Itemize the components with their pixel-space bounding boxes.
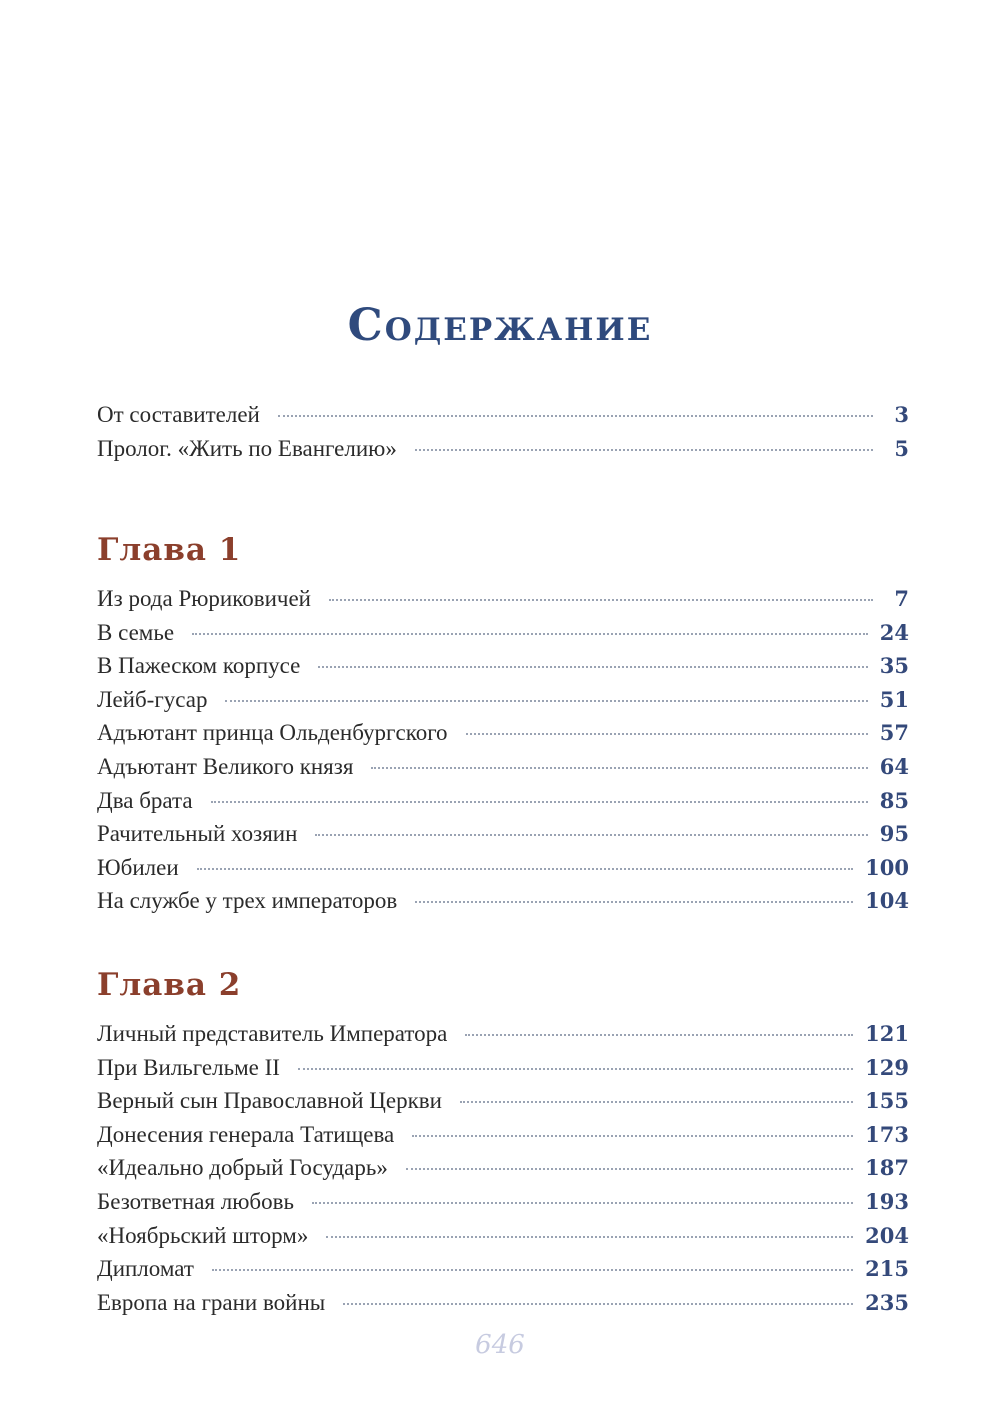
toc-entry [97, 402, 909, 436]
toc-entry [97, 1122, 909, 1156]
toc-entry-page: 204 [865, 1222, 909, 1248]
dot-leader [465, 1034, 853, 1036]
dot-leader [406, 1168, 853, 1170]
dot-leader [415, 449, 873, 451]
dot-leader [298, 1068, 853, 1070]
toc-entry-page: 64 [879, 753, 909, 779]
dot-leader [278, 415, 873, 417]
toc-entry [97, 1155, 909, 1189]
page-number-folio: 646 [475, 1330, 525, 1360]
toc-entry-page: 129 [865, 1054, 909, 1080]
dot-leader [192, 633, 868, 635]
toc-entry [97, 888, 909, 922]
toc-entry-label: Европа на грани войны [97, 1289, 326, 1315]
toc-entry [97, 1256, 909, 1290]
toc-entry-label: «Идеально добрый Государь» [97, 1155, 388, 1181]
toc-entry-label: От составителей [97, 402, 260, 427]
toc-entry [97, 754, 909, 788]
toc-entry [97, 1290, 909, 1324]
toc-intro-list [97, 402, 909, 469]
dot-leader [225, 700, 867, 702]
dot-leader [343, 1303, 853, 1305]
toc-entry-label: На службе у трех императоров [97, 888, 398, 914]
toc-entry-page: 51 [879, 686, 909, 712]
toc-entry-label: Рачительный хозяин [97, 821, 298, 847]
toc-entry-page: 95 [879, 821, 909, 847]
dot-leader [412, 1135, 853, 1137]
toc-entry-page: 121 [865, 1021, 909, 1046]
toc-entry [97, 1055, 909, 1089]
toc-entry-label: «Ноябрьский шторм» [97, 1222, 309, 1248]
toc-entry-page: 5 [894, 435, 909, 461]
toc-entry-page: 35 [879, 653, 909, 679]
toc-entry [97, 1088, 909, 1122]
toc-entry-label: В Пажеском корпусе [97, 653, 301, 679]
toc-entry-label: Донесения генерала Татищева [97, 1121, 395, 1147]
toc-entry-page: 3 [894, 402, 909, 427]
toc-entry [97, 436, 909, 470]
toc-chapter-1-list [97, 586, 909, 922]
toc-entry [97, 586, 909, 620]
toc-entry-page: 7 [894, 586, 909, 611]
dot-leader [415, 901, 853, 903]
chapter-heading-1: Глава 1 [97, 532, 242, 568]
toc-entry [97, 1021, 909, 1055]
toc-entry-label: Юбилеи [97, 854, 179, 880]
toc-entry-label: Безответная любовь [97, 1188, 294, 1214]
toc-entry-page: 155 [865, 1088, 909, 1114]
dot-leader [460, 1101, 853, 1103]
dot-leader [371, 767, 867, 769]
toc-entry-label: Два брата [97, 787, 193, 813]
toc-entry-page: 187 [865, 1155, 909, 1181]
dot-leader [329, 599, 873, 601]
dot-leader [212, 1269, 853, 1271]
toc-entry-label: Верный сын Православной Церкви [97, 1088, 442, 1114]
toc-entry [97, 653, 909, 687]
toc-entry-label: Адъютант принца Ольденбургского [97, 720, 448, 746]
chapter-heading-2: Глава 2 [97, 967, 242, 1003]
toc-entry-page: 215 [865, 1256, 909, 1282]
dot-leader [197, 868, 854, 870]
toc-entry-page: 173 [865, 1121, 909, 1147]
dot-leader [211, 801, 868, 803]
dot-leader [315, 834, 867, 836]
toc-entry-page: 104 [865, 888, 909, 914]
toc-entry-page: 85 [879, 787, 909, 813]
toc-title: Содержание [347, 300, 653, 351]
toc-entry [97, 855, 909, 889]
toc-entry-label: В семье [97, 619, 175, 645]
toc-entry-label: Личный представитель Императора [97, 1021, 448, 1046]
dot-leader [318, 666, 867, 668]
toc-entry-label: Из рода Рюриковичей [97, 586, 311, 611]
dot-leader [312, 1202, 853, 1204]
toc-entry-page: 235 [865, 1289, 909, 1315]
toc-entry [97, 620, 909, 654]
toc-entry-page: 100 [865, 854, 909, 880]
toc-entry [97, 788, 909, 822]
toc-entry-page: 24 [879, 619, 909, 645]
toc-entry-page: 193 [865, 1188, 909, 1214]
toc-entry-label: Пролог. «Жить по Евангелию» [97, 435, 397, 461]
toc-entry [97, 1189, 909, 1223]
toc-entry [97, 821, 909, 855]
toc-entry [97, 687, 909, 721]
dot-leader [466, 733, 868, 735]
toc-entry-label: Адъютант Великого князя [97, 753, 354, 779]
toc-entry-label: При Вильгельме II [97, 1054, 280, 1080]
toc-entry-label: Дипломат [97, 1256, 194, 1282]
toc-entry-label: Лейб-гусар [97, 686, 208, 712]
toc-entry-page: 57 [879, 720, 909, 746]
toc-chapter-2-list [97, 1021, 909, 1323]
toc-entry [97, 1223, 909, 1257]
toc-entry [97, 720, 909, 754]
dot-leader [326, 1236, 853, 1238]
